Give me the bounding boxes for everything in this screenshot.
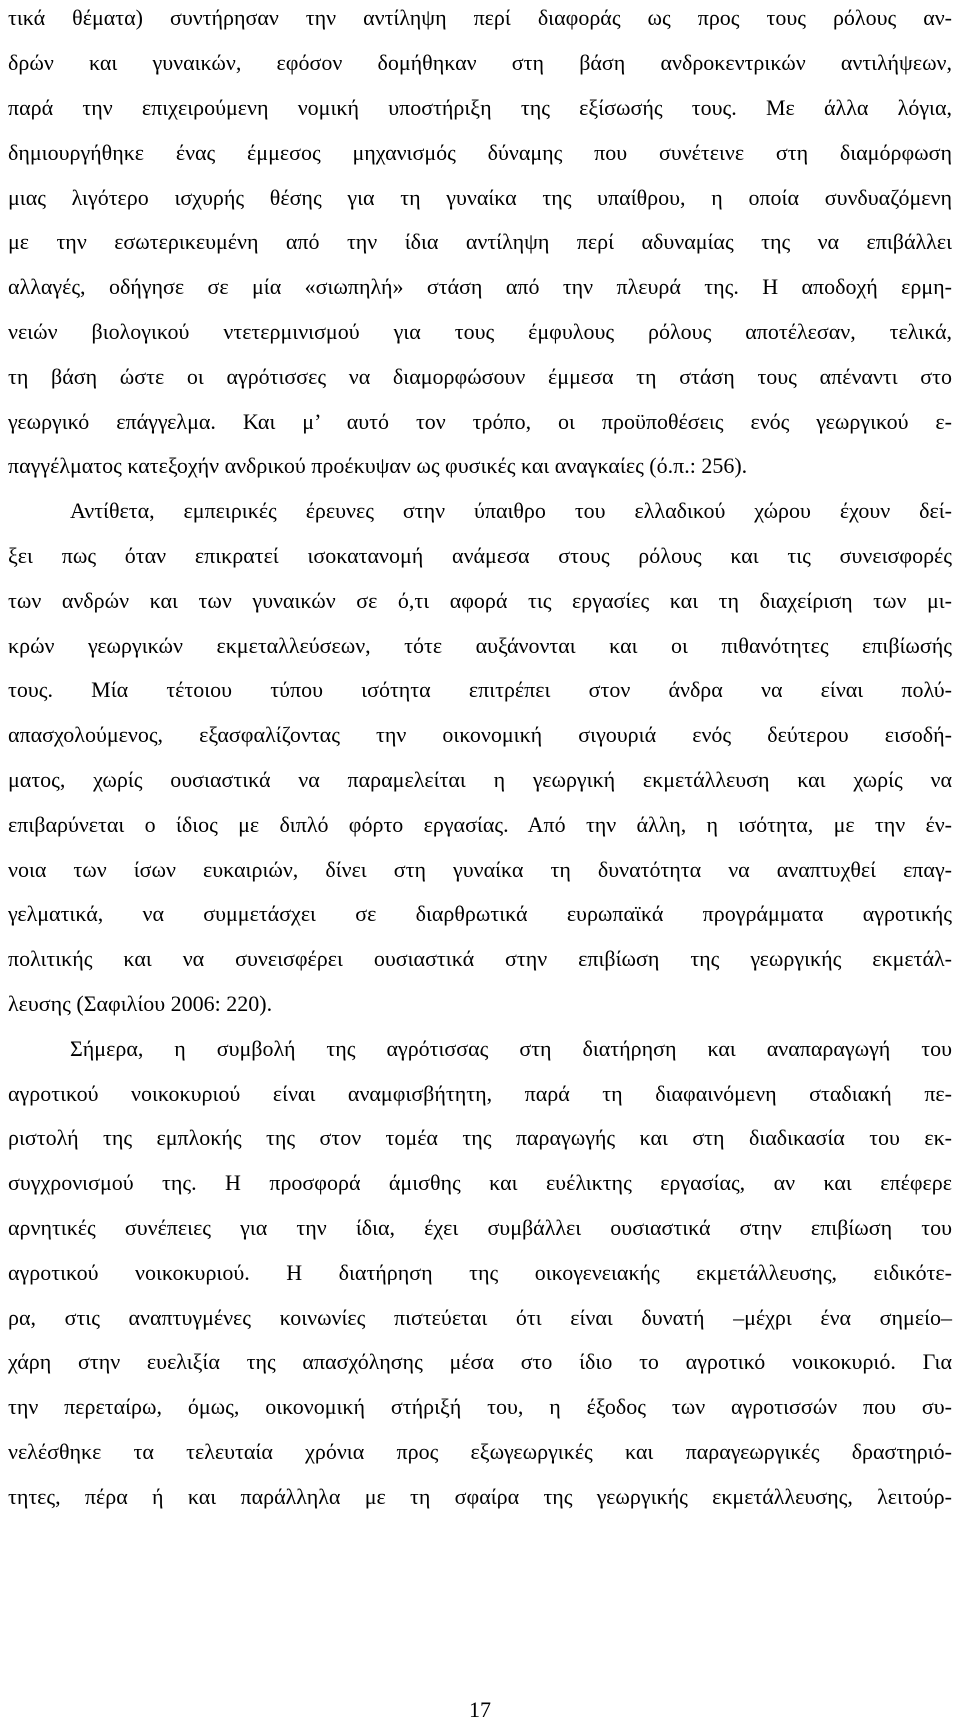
text-line: την περεταίρω, όμως, οικονομική στήριξή του, η έξοδος των αγροτισσών που συ- — [8, 1394, 952, 1419]
text-line: τικά θέματα) συντήρησαν την αντίληψη περί διαφοράς ως προς τους ρόλους αν- — [8, 5, 952, 30]
text-line: αρνητικές συνέπειες για την ίδια, έχει συμβάλλει ουσιαστικά στην επιβίωση του — [8, 1215, 952, 1240]
paragraph-first-line: Αντίθετα, εμπειρικές έρευνες στην ύπαιθρο του ελλαδικού χώρου έχουν δεί- — [70, 498, 952, 523]
text-line: γελματικά, να συμμετάσχει σε διαρθρωτικά ευρωπαϊκά προγράμματα αγροτικής — [8, 901, 952, 926]
page-number: 17 — [469, 1697, 491, 1722]
text-line: αγροτικού νοικοκυριού. Η διατήρηση της οικογενειακής εκμετάλλευσης, ειδικότε- — [8, 1260, 952, 1285]
text-line: ριστολή της εμπλοκής της στον τομέα της παραγωγής και στη διαδικασία του εκ- — [8, 1125, 952, 1150]
text-line: δρών και γυναικών, εφόσον δομήθηκαν στη βάση ανδροκεντρικών αντιλήψεων, — [8, 50, 952, 75]
text-line: των ανδρών και των γυναικών σε ό,τι αφορά τις εργασίες και τη διαχείριση των μι- — [8, 588, 952, 613]
paragraph-first-line: Σήμερα, η συμβολή της αγρότισσας στη διατήρηση και αναπαραγωγή του — [70, 1036, 952, 1061]
text-line: παγγέλματος κατεξοχήν ανδρικού προέκυψαν ως φυσικές και αναγκαίες (ό.π.: 256). — [8, 453, 748, 478]
text-line: πολιτικής και να συνεισφέρει ουσιαστικά στην επιβίωση της γεωργικής εκμετάλ- — [8, 946, 952, 971]
text-line: αγροτικού νοικοκυριού είναι αναμφισβήτητη, παρά τη διαφαινόμενη σταδιακή πε- — [8, 1081, 952, 1106]
text-line: επιβαρύνεται ο ίδιος με διπλό φόρτο εργασίας. Από την άλλη, η ισότητα, με την έν- — [8, 812, 952, 837]
text-line: ξει πως όταν επικρατεί ισοκατανομή ανάμεσα στους ρόλους και τις συνεισφορές — [8, 543, 952, 568]
text-line: απασχολούμενος, εξασφαλίζοντας την οικονομική σιγουριά ενός δεύτερου εισοδή- — [8, 722, 952, 747]
text-line: χάρη στην ευελιξία της απασχόλησης μέσα στο ίδιο το αγροτικό νοικοκυριό. Για — [8, 1349, 952, 1374]
text-line: συγχρονισμού της. Η προσφορά άμισθης και ευέλικτης εργασίας, αν και επέφερε — [8, 1170, 952, 1195]
text-line: τη βάση ώστε οι αγρότισσες να διαμορφώσουν έμμεσα τη στάση τους απέναντι στο — [8, 364, 952, 389]
text-line: λευσης (Σαφιλίου 2006: 220). — [8, 991, 273, 1016]
text-line: αλλαγές, οδήγησε σε μία «σιωπηλή» στάση από την πλευρά της. Η αποδοχή ερμη- — [8, 274, 952, 299]
text-line: κρών γεωργικών εκμεταλλεύσεων, τότε αυξάνονται και οι πιθανότητες επιβίωσής — [8, 633, 952, 658]
text-line: ματος, χωρίς ουσιαστικά να παραμελείται η γεωργική εκμετάλλευση και χωρίς να — [8, 767, 952, 792]
text-line: ρα, στις αναπτυγμένες κοινωνίες πιστεύεται ότι είναι δυνατή –μέχρι ένα σημείο– — [8, 1305, 952, 1330]
text-line: νειών βιολογικού ντετερμινισμού για τους έμφυλους ρόλους αποτέλεσαν, τελικά, — [8, 319, 952, 344]
text-line: νοια των ίσων ευκαιριών, δίνει στη γυναίκα τη δυνατότητα να αναπτυχθεί επαγ- — [8, 857, 952, 882]
text-line: με την εσωτερικευμένη από την ίδια αντίληψη περί αδυναμίας της να επιβάλλει — [8, 229, 952, 254]
text-line: παρά την επιχειρούμενη νομική υποστήριξη της εξίσωσής τους. Με άλλα λόγια, — [8, 95, 952, 120]
text-line: νελέσθηκε τα τελευταία χρόνια προς εξωγεωργικές και παραγεωργικές δραστηριό- — [8, 1439, 952, 1464]
text-line: τους. Μία τέτοιου τύπου ισότητα επιτρέπει στον άνδρα να είναι πολύ- — [8, 677, 952, 702]
text-line: γεωργικό επάγγελμα. Και μ’ αυτό τον τρόπο, οι προϋποθέσεις ενός γεωργικού ε- — [8, 409, 952, 434]
text-line: μιας λιγότερο ισχυρής θέσης για τη γυναίκα της υπαίθρου, η οποία συνδυαζόμενη — [8, 185, 952, 210]
text-line: δημιουργήθηκε ένας έμμεσος μηχανισμός δύναμης που συνέτεινε στη διαμόρφωση — [8, 140, 952, 165]
text-line: τητες, πέρα ή και παράλληλα με τη σφαίρα της γεωργικής εκμετάλλευσης, λειτούρ- — [8, 1484, 952, 1509]
